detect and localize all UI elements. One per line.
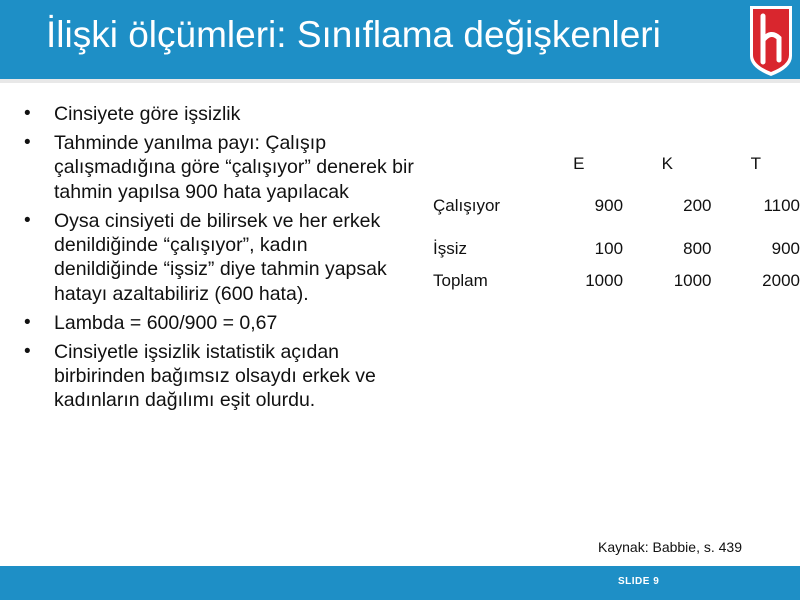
- table-corner-cell: [424, 146, 535, 181]
- table-cell: 1000: [673, 271, 712, 290]
- row-label: Toplam: [433, 271, 488, 290]
- bullet-item: • Tahminde yanılma payı: Çalışıp çalışmadığına göre “çalışıyor” denerek bir tahmin yapılsa 900 hata yapılacak: [24, 131, 414, 203]
- title-bar: [0, 0, 800, 83]
- table-row: [424, 181, 800, 231]
- slide-number: SLIDE 9: [618, 576, 660, 587]
- bullet-list-area: [24, 102, 414, 417]
- hacettepe-logo-icon: [746, 4, 796, 78]
- column-header-t: T: [750, 153, 761, 173]
- row-label: Çalışıyor: [433, 196, 501, 215]
- table-header-row: [424, 146, 800, 181]
- column-header-k: K: [661, 153, 673, 173]
- bullet-dot-icon: •: [24, 209, 31, 231]
- table-cell: 900: [771, 239, 800, 258]
- table-cell: 1100: [763, 196, 800, 215]
- bullet-list: [24, 102, 414, 413]
- footer-bar: [0, 566, 800, 600]
- table-cell: 900: [594, 196, 624, 215]
- bullet-item: • Cinsiyete göre işsizlik: [24, 103, 241, 125]
- bullet-dot-icon: •: [24, 131, 31, 153]
- bullet-dot-icon: •: [24, 340, 31, 362]
- bullet-dot-icon: •: [24, 103, 31, 124]
- bullet-item: • Cinsiyetle işsizlik istatistik açıdan birbirinden bağımsız olsaydı erkek ve kadınların dağılımı eşit olurdu.: [24, 340, 376, 412]
- bullet-dot-icon: •: [24, 311, 31, 333]
- table-cell: 2000: [762, 271, 800, 290]
- slide-title: İlişki ölçümleri: Sınıflama değişkenleri: [46, 14, 661, 55]
- source-citation: Kaynak: Babbie, s. 439: [598, 539, 742, 555]
- table-row: [424, 267, 800, 295]
- crosstab-table: [424, 146, 800, 295]
- table-cell: 800: [683, 239, 712, 258]
- table-cell: 100: [594, 239, 624, 258]
- table-row: [424, 231, 800, 267]
- table-cell: 1000: [585, 271, 624, 290]
- bullet-item: • Lambda = 600/900 = 0,67: [24, 311, 278, 334]
- table-cell: 200: [683, 196, 712, 215]
- row-label: İşsiz: [433, 239, 467, 258]
- bullet-item: • Oysa cinsiyeti de bilirsek ve her erkek denildiğinde “çalışıyor”, kadın denildiğinde “işsiz” diye tahmin yapsak hatayı azaltabiliriz (600 hata).: [24, 209, 387, 305]
- column-header-e: E: [573, 153, 585, 173]
